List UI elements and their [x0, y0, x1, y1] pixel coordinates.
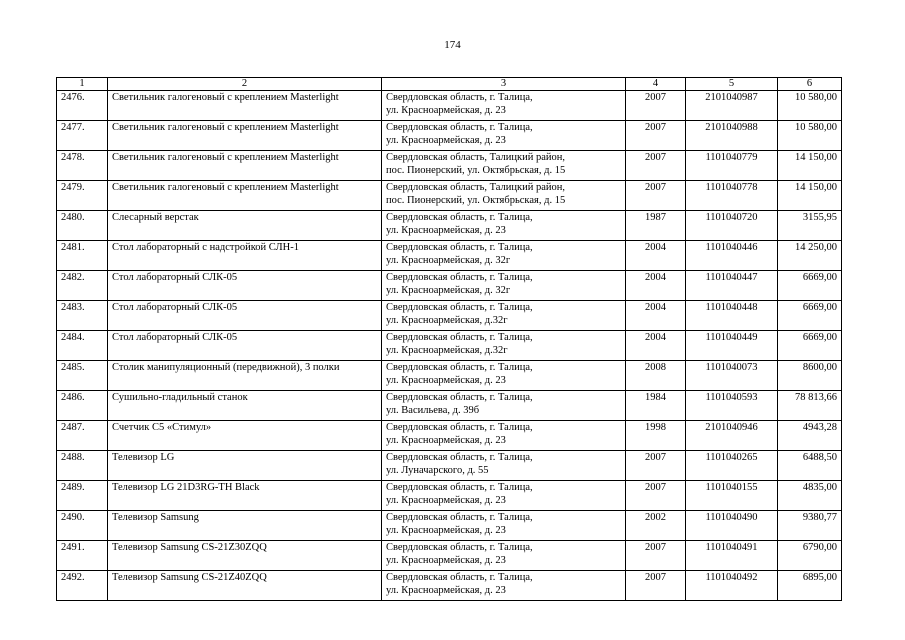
- item-year: 2007: [626, 121, 686, 151]
- item-name: Слесарный верстак: [108, 211, 382, 241]
- item-cost: 4835,00: [778, 481, 842, 511]
- address-line-2: ул. Красноармейская, д. 32г: [386, 255, 511, 266]
- address-line-2: ул. Красноармейская, д.32г: [386, 315, 508, 326]
- inventory-number: 1101040491: [686, 541, 778, 571]
- column-header-5: 5: [686, 78, 778, 91]
- item-cost: 14 250,00: [778, 241, 842, 271]
- address-line-2: ул. Красноармейская, д. 23: [386, 375, 506, 386]
- address-line-1: Свердловская область, г. Талица,: [386, 362, 533, 373]
- row-number: 2486.: [57, 391, 108, 421]
- row-number: 2489.: [57, 481, 108, 511]
- item-year: 2007: [626, 181, 686, 211]
- item-cost: 9380,77: [778, 511, 842, 541]
- row-number: 2484.: [57, 331, 108, 361]
- row-number: 2490.: [57, 511, 108, 541]
- item-address: [382, 451, 626, 481]
- address-line-2: ул. Васильева, д. 39б: [386, 405, 480, 416]
- item-year: 2007: [626, 151, 686, 181]
- item-address: [382, 571, 626, 601]
- address-line-2: ул. Красноармейская, д. 23: [386, 225, 506, 236]
- inventory-number: 1101040265: [686, 451, 778, 481]
- item-cost: 6669,00: [778, 331, 842, 361]
- item-cost: 6488,50: [778, 451, 842, 481]
- inventory-number: 2101040987: [686, 91, 778, 121]
- item-year: 2004: [626, 271, 686, 301]
- table-row: [57, 331, 842, 361]
- address-line-2: ул. Красноармейская, д. 32г: [386, 285, 511, 296]
- column-header-3: 3: [382, 78, 626, 91]
- item-name: Стол лабораторный СЛК-05: [108, 301, 382, 331]
- item-cost: 6669,00: [778, 301, 842, 331]
- row-number: 2481.: [57, 241, 108, 271]
- row-number: 2477.: [57, 121, 108, 151]
- item-cost: 14 150,00: [778, 181, 842, 211]
- item-address: [382, 181, 626, 211]
- address-line-2: ул. Красноармейская, д. 23: [386, 435, 506, 446]
- row-number: 2479.: [57, 181, 108, 211]
- item-name: Стол лабораторный СЛК-05: [108, 331, 382, 361]
- address-line-1: Свердловская область, Талицкий район,: [386, 182, 566, 193]
- row-number: 2476.: [57, 91, 108, 121]
- item-name: Светильник галогеновый с креплением Masterlight: [108, 151, 382, 181]
- item-year: 2007: [626, 481, 686, 511]
- table-row: [57, 571, 842, 601]
- property-registry-table: [56, 77, 842, 601]
- item-address: [382, 271, 626, 301]
- address-line-1: Свердловская область, г. Талица,: [386, 92, 533, 103]
- address-line-1: Свердловская область, г. Талица,: [386, 512, 533, 523]
- address-line-1: Свердловская область, г. Талица,: [386, 122, 533, 133]
- column-header-1: 1: [57, 78, 108, 91]
- column-header-6: 6: [778, 78, 842, 91]
- row-number: 2483.: [57, 301, 108, 331]
- item-address: [382, 541, 626, 571]
- row-number: 2480.: [57, 211, 108, 241]
- address-line-1: Свердловская область, г. Талица,: [386, 332, 533, 343]
- item-name: Телевизор LG 21D3RG-TH Black: [108, 481, 382, 511]
- table-row: [57, 181, 842, 211]
- item-name: Стол лабораторный с надстройкой СЛН-1: [108, 241, 382, 271]
- item-address: [382, 481, 626, 511]
- item-year: 2007: [626, 451, 686, 481]
- item-name: Светильник галогеновый с креплением Masterlight: [108, 121, 382, 151]
- address-line-2: ул. Красноармейская, д. 23: [386, 525, 506, 536]
- inventory-number: 1101040448: [686, 301, 778, 331]
- inventory-number: 1101040447: [686, 271, 778, 301]
- inventory-number: 2101040946: [686, 421, 778, 451]
- item-cost: 4943,28: [778, 421, 842, 451]
- item-year: 2004: [626, 331, 686, 361]
- item-year: 2002: [626, 511, 686, 541]
- item-year: 1998: [626, 421, 686, 451]
- item-address: [382, 91, 626, 121]
- item-name: Телевизор LG: [108, 451, 382, 481]
- item-name: Телевизор Samsung: [108, 511, 382, 541]
- inventory-number: 1101040155: [686, 481, 778, 511]
- table-row: [57, 361, 842, 391]
- item-cost: 3155,95: [778, 211, 842, 241]
- item-cost: 6790,00: [778, 541, 842, 571]
- row-number: 2492.: [57, 571, 108, 601]
- item-address: [382, 361, 626, 391]
- address-line-1: Свердловская область, Талицкий район,: [386, 152, 566, 163]
- row-number: 2487.: [57, 421, 108, 451]
- item-year: 2007: [626, 91, 686, 121]
- address-line-2: ул. Красноармейская, д. 23: [386, 585, 506, 596]
- inventory-number: 1101040490: [686, 511, 778, 541]
- row-number: 2482.: [57, 271, 108, 301]
- table-row: [57, 91, 842, 121]
- item-year: 1987: [626, 211, 686, 241]
- address-line-1: Свердловская область, г. Талица,: [386, 452, 533, 463]
- item-name: Телевизор Samsung CS-21Z30ZQQ: [108, 541, 382, 571]
- item-address: [382, 391, 626, 421]
- address-line-2: пос. Пионерский, ул. Октябрьская, д. 15: [386, 195, 566, 206]
- address-line-1: Свердловская область, г. Талица,: [386, 482, 533, 493]
- inventory-number: 1101040446: [686, 241, 778, 271]
- item-cost: 8600,00: [778, 361, 842, 391]
- address-line-1: Свердловская область, г. Талица,: [386, 542, 533, 553]
- item-name: Светильник галогеновый с креплением Masterlight: [108, 181, 382, 211]
- address-line-2: ул. Красноармейская, д.32г: [386, 345, 508, 356]
- address-line-1: Свердловская область, г. Талица,: [386, 242, 533, 253]
- address-line-2: ул. Красноармейская, д. 23: [386, 135, 506, 146]
- item-name: Стол лабораторный СЛК-05: [108, 271, 382, 301]
- item-name: Телевизор Samsung CS-21Z40ZQQ: [108, 571, 382, 601]
- item-cost: 10 580,00: [778, 91, 842, 121]
- address-line-1: Свердловская область, г. Талица,: [386, 212, 533, 223]
- row-number: 2491.: [57, 541, 108, 571]
- item-address: [382, 241, 626, 271]
- item-address: [382, 301, 626, 331]
- address-line-1: Свердловская область, г. Талица,: [386, 572, 533, 583]
- table-row: [57, 391, 842, 421]
- row-number: 2478.: [57, 151, 108, 181]
- item-address: [382, 331, 626, 361]
- address-line-2: пос. Пионерский, ул. Октябрьская, д. 15: [386, 165, 566, 176]
- inventory-number: 1101040720: [686, 211, 778, 241]
- item-address: [382, 151, 626, 181]
- inventory-number: 1101040449: [686, 331, 778, 361]
- address-line-2: ул. Красноармейская, д. 23: [386, 495, 506, 506]
- table-row: [57, 211, 842, 241]
- column-header-4: 4: [626, 78, 686, 91]
- item-name: Светильник галогеновый с креплением Masterlight: [108, 91, 382, 121]
- address-line-2: ул. Красноармейская, д. 23: [386, 105, 506, 116]
- table-header-row: [57, 78, 842, 91]
- table-row: [57, 541, 842, 571]
- table-row: [57, 421, 842, 451]
- item-address: [382, 211, 626, 241]
- table-row: [57, 271, 842, 301]
- item-cost: 10 580,00: [778, 121, 842, 151]
- item-address: [382, 121, 626, 151]
- address-line-1: Свердловская область, г. Талица,: [386, 422, 533, 433]
- table-row: [57, 121, 842, 151]
- item-address: [382, 421, 626, 451]
- table-row: [57, 511, 842, 541]
- item-name: Счетчик С5 «Стимул»: [108, 421, 382, 451]
- page-number: 174: [444, 39, 461, 51]
- item-year: 2007: [626, 541, 686, 571]
- item-name: Столик манипуляционный (передвижной), 3 полки: [108, 361, 382, 391]
- table-row: [57, 301, 842, 331]
- item-cost: 78 813,66: [778, 391, 842, 421]
- row-number: 2485.: [57, 361, 108, 391]
- item-cost: 14 150,00: [778, 151, 842, 181]
- item-year: 1984: [626, 391, 686, 421]
- inventory-number: 1101040492: [686, 571, 778, 601]
- row-number: 2488.: [57, 451, 108, 481]
- item-year: 2004: [626, 301, 686, 331]
- item-address: [382, 511, 626, 541]
- table-row: [57, 241, 842, 271]
- item-cost: 6895,00: [778, 571, 842, 601]
- item-year: 2004: [626, 241, 686, 271]
- address-line-2: ул. Луначарского, д. 55: [386, 465, 489, 476]
- inventory-number: 2101040988: [686, 121, 778, 151]
- table-row: [57, 481, 842, 511]
- inventory-number: 1101040073: [686, 361, 778, 391]
- inventory-number: 1101040778: [686, 181, 778, 211]
- inventory-number: 1101040593: [686, 391, 778, 421]
- item-cost: 6669,00: [778, 271, 842, 301]
- table-row: [57, 451, 842, 481]
- table-row: [57, 151, 842, 181]
- item-name: Сушильно-гладильный станок: [108, 391, 382, 421]
- item-year: 2007: [626, 571, 686, 601]
- item-year: 2008: [626, 361, 686, 391]
- address-line-1: Свердловская область, г. Талица,: [386, 302, 533, 313]
- address-line-1: Свердловская область, г. Талица,: [386, 272, 533, 283]
- address-line-1: Свердловская область, г. Талица,: [386, 392, 533, 403]
- address-line-2: ул. Красноармейская, д. 23: [386, 555, 506, 566]
- column-header-2: 2: [108, 78, 382, 91]
- inventory-number: 1101040779: [686, 151, 778, 181]
